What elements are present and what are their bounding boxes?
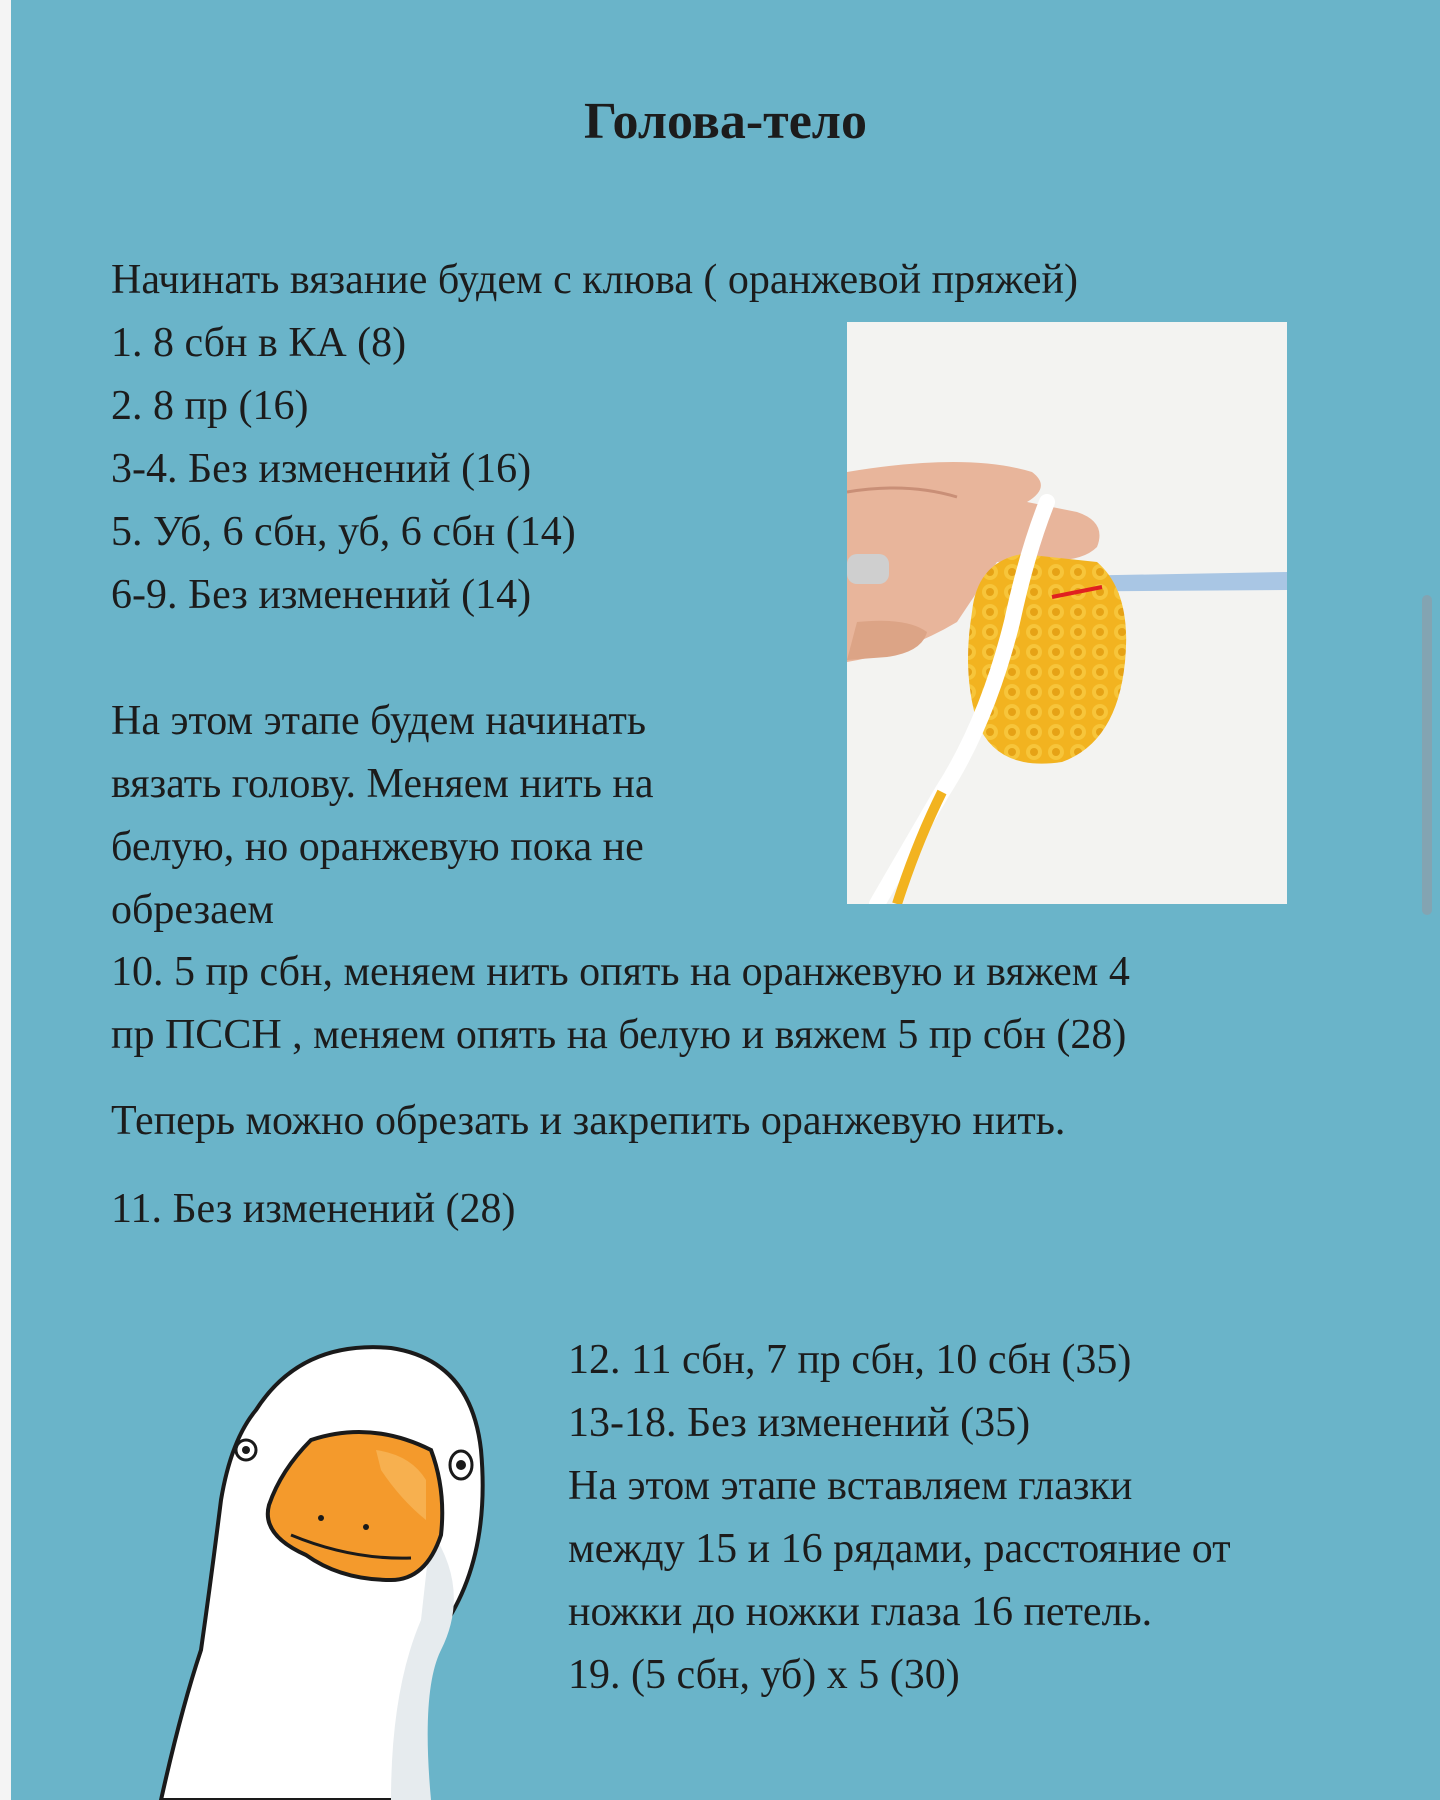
steps-part1 (111, 312, 576, 627)
scrollbar-thumb[interactable] (1422, 595, 1432, 915)
row-10 (111, 941, 1130, 1067)
page-title: Голова-тело (584, 93, 867, 150)
step-line: 6-9. Без изменений (14) (111, 572, 532, 618)
row-11: 11. Без изменений (28) (111, 1186, 516, 1232)
row-line: пр ПССН , меняем опять на белую и вяжем 5 пр сбн (28) (111, 1012, 1127, 1058)
step-line: 1. 8 сбн в КА (8) (111, 320, 407, 366)
note-line: обрезаем (111, 887, 274, 933)
document-page (11, 0, 1440, 1800)
step-line: ножки до ножки глаза 16 петель. (568, 1589, 1153, 1635)
step-line: На этом этапе вставляем глазки (568, 1463, 1133, 1509)
stage-note (111, 690, 654, 942)
note-line: На этом этапе будем начинать (111, 698, 646, 744)
step-line: 13-18. Без изменений (35) (568, 1400, 1031, 1446)
step-line: 5. Уб, 6 сбн, уб, 6 сбн (14) (111, 509, 576, 555)
page-edge (0, 0, 11, 1800)
row-line: 10. 5 пр сбн, меняем нить опять на оранжевую и вяжем 4 (111, 949, 1130, 995)
step-line: 3-4. Без изменений (16) (111, 446, 532, 492)
crochet-photo (847, 322, 1287, 904)
steps-part2 (568, 1329, 1231, 1707)
step-line: 2. 8 пр (16) (111, 383, 309, 429)
step-line: между 15 и 16 рядами, расстояние от (568, 1526, 1231, 1572)
intro-text: Начинать вязание будем с клюва ( оранжевой пряжей) (111, 257, 1078, 303)
goose-illustration (141, 1330, 581, 1800)
note-line: вязать голову. Меняем нить на (111, 761, 654, 807)
cut-note: Теперь можно обрезать и закрепить оранжевую нить. (111, 1098, 1066, 1144)
step-line: 12. 11 сбн, 7 пр сбн, 10 сбн (35) (568, 1337, 1132, 1383)
note-line: белую, но оранжевую пока не (111, 824, 644, 870)
step-line: 19. (5 сбн, уб) х 5 (30) (568, 1652, 960, 1698)
